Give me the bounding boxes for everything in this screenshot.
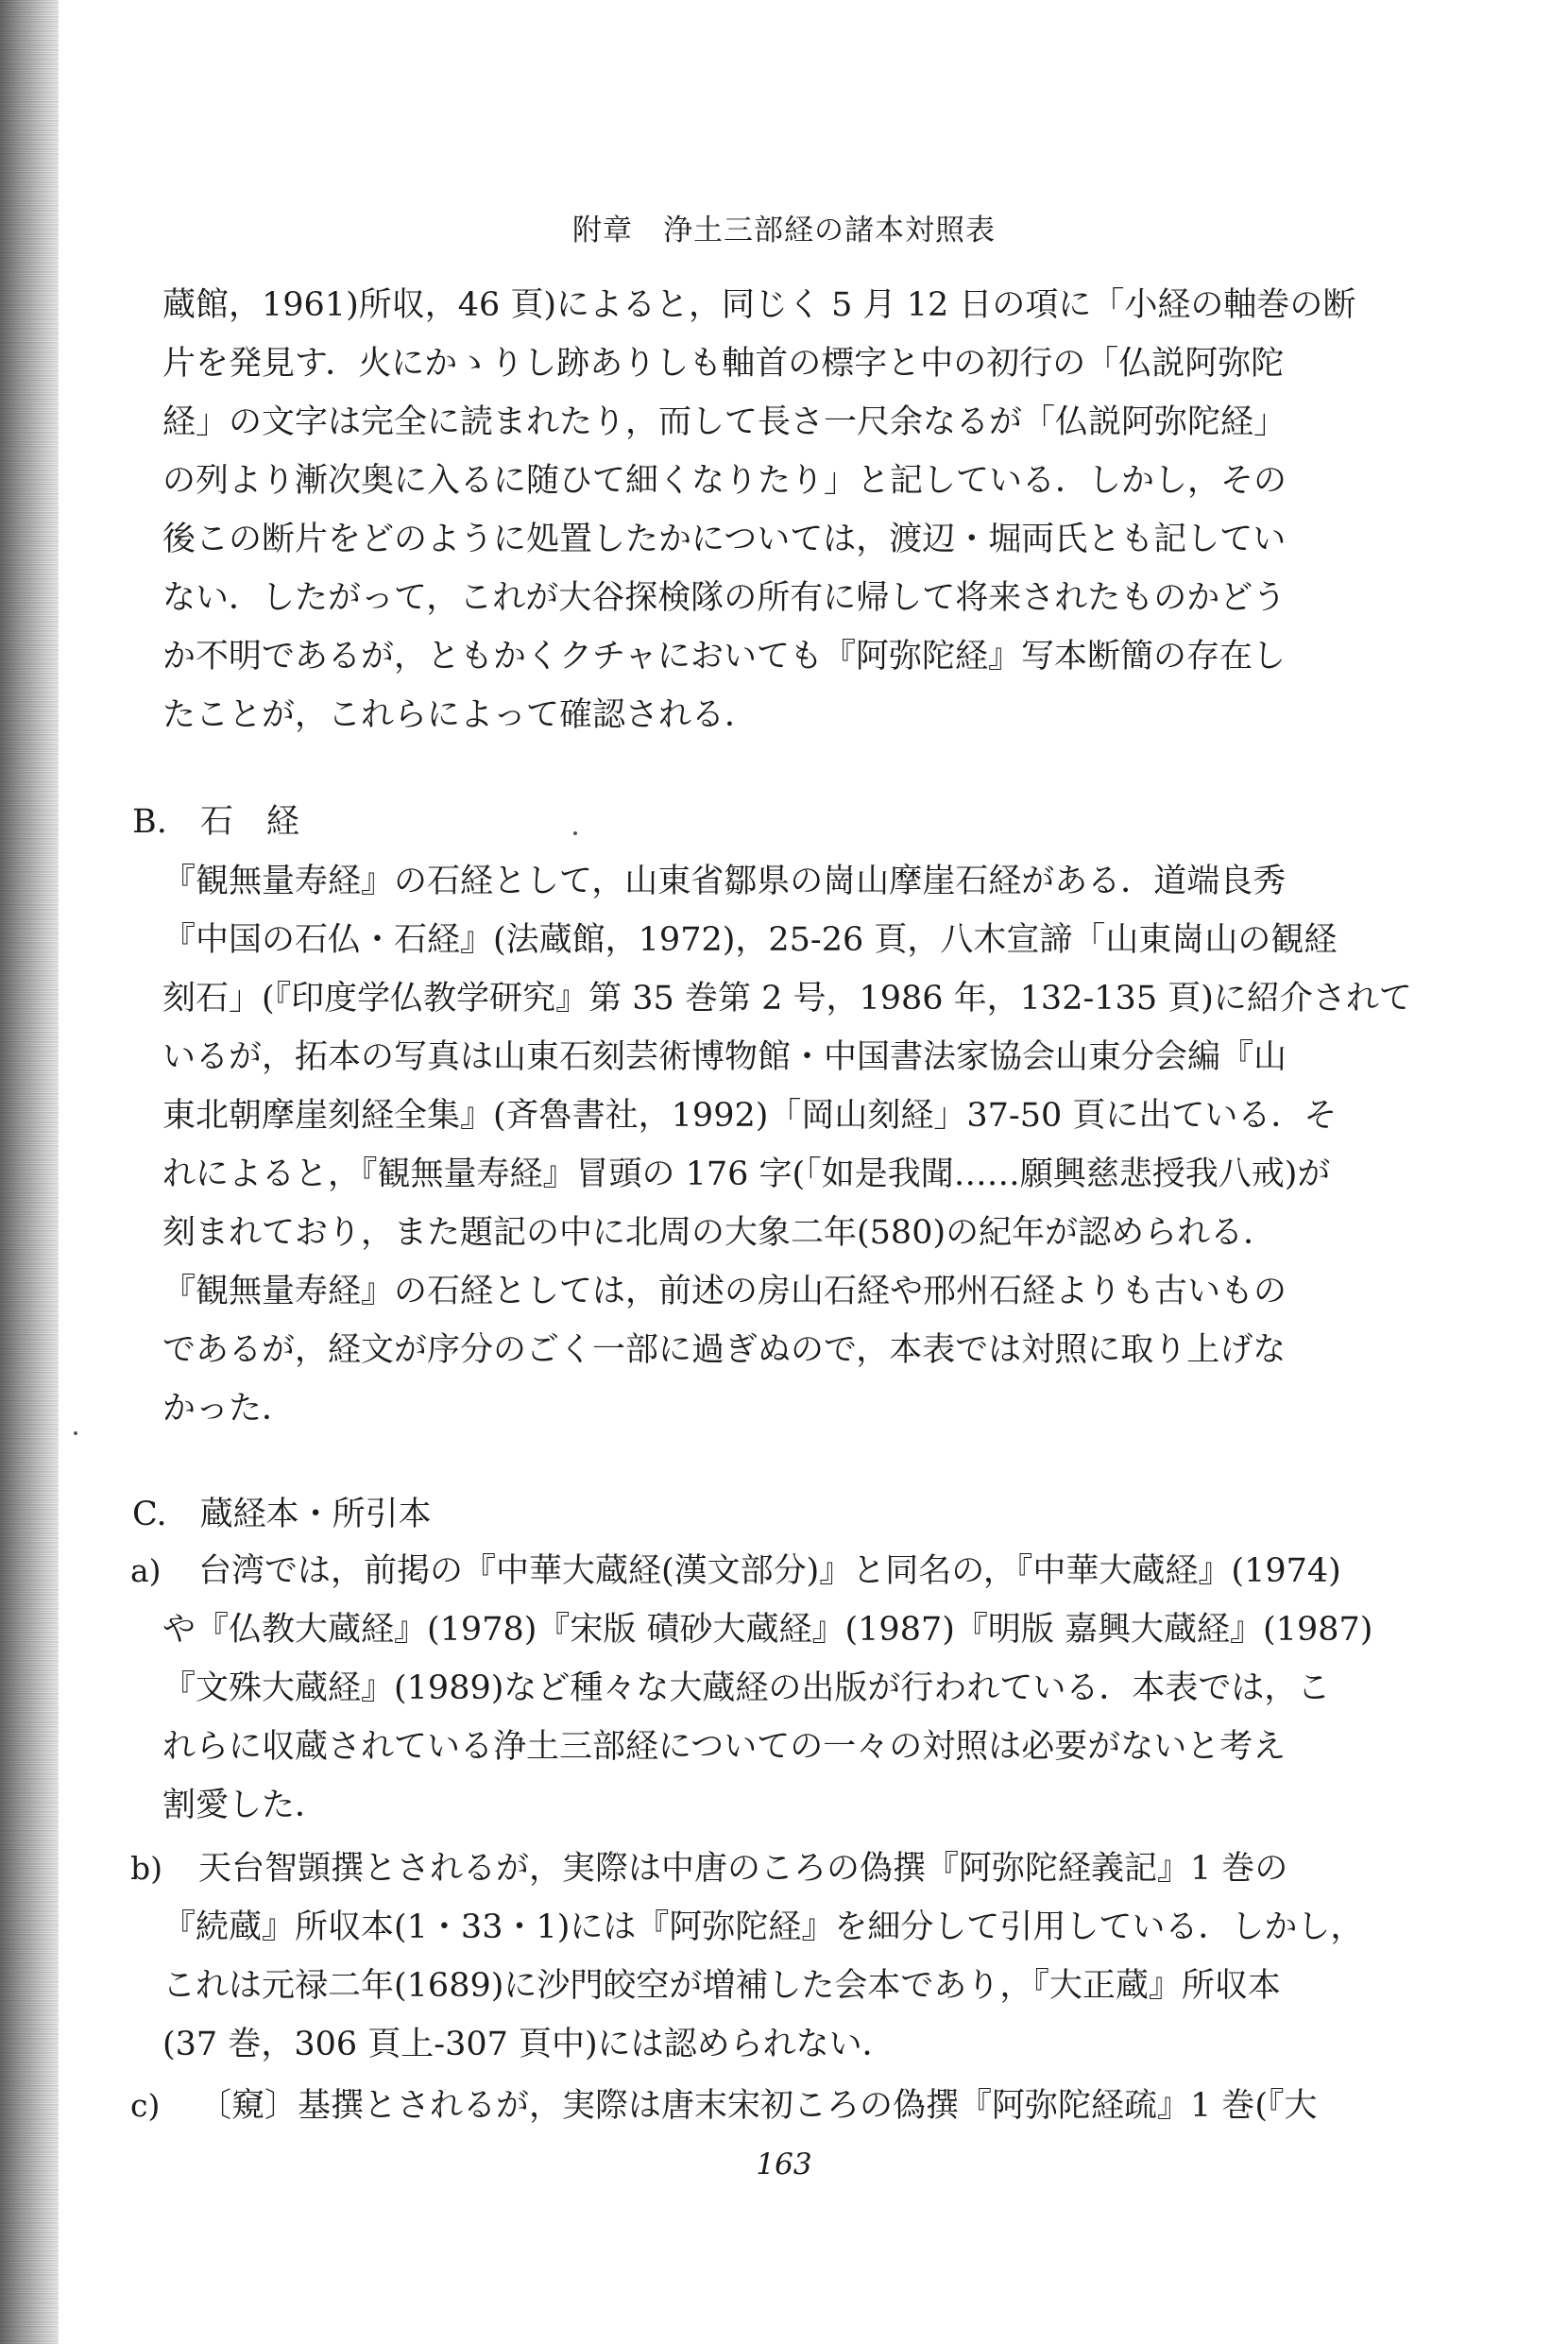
list-item-b — [130, 1839, 1387, 2074]
text-line: 台湾では，前掲の『中華大蔵経(漢文部分)』と同名の，『中華大蔵経』(1974) — [198, 1552, 1341, 1590]
scan-speck — [74, 1431, 77, 1435]
text-line: 蔵館，1961)所収，46 頁)によると，同じく 5 月 12 日の項に「小経の軸巻の断 — [162, 286, 1356, 324]
text-line: であるが，経文が序分のごく一部に過ぎぬので，本表では対照に取り上げな — [162, 1331, 1287, 1369]
text-line: 刻石」(『印度学仏教学研究』第 35 巻第 2 号，1986 年，132-135 頁)に紹介されて — [162, 980, 1412, 1018]
text-line: 天台智顗撰とされるが，実際は中唐のころの偽撰『阿弥陀経義記』1 巻の — [198, 1850, 1288, 1888]
text-line: 経」の文字は完全に読まれたり，而して長さ一尺余なるが「仏説阿弥陀経」 — [162, 403, 1287, 441]
text-line: 刻まれており，また題記の中に北周の大象二年(580)の紀年が認められる． — [162, 1214, 1277, 1252]
list-marker: a) — [130, 1552, 162, 1589]
list-marker: c) — [130, 2087, 161, 2124]
text-line: や『仏教大蔵経』(1978)『宋版 磧砂大蔵経』(1987)『明版 嘉興大蔵経』(1987) — [162, 1611, 1373, 1649]
text-line: いるが，拓本の写真は山東石刻芸術博物館・中国書法家協会山東分会編『山 — [162, 1038, 1287, 1076]
section-c-heading: C. 蔵経本・所引本 — [132, 1496, 432, 1533]
list-marker: b) — [130, 1850, 162, 1887]
text-line: これは元禄二年(1689)に沙門皎空が増補した会本であり，『大正蔵』所収本 — [162, 1967, 1281, 2005]
section-b-paragraph — [162, 852, 1412, 1438]
text-line: 『観無量寿経』の石経として，山東省鄒県の崗山摩崖石経がある．道端良秀 — [162, 863, 1287, 900]
running-head: 附章 浄土三部経の諸本対照表 — [572, 214, 996, 248]
text-line: 〔窺〕基撰とされるが，実際は唐末宋初ころの偽撰『阿弥陀経疏』1 巻(『大 — [198, 2087, 1318, 2125]
text-line: ない．したがって，これが大谷探検隊の所有に帰して将来されたものかどう — [162, 579, 1287, 617]
list-item-a — [130, 1542, 1387, 1835]
scan-speck — [573, 831, 577, 835]
text-line: 『文殊大蔵経』(1989)など種々な大蔵経の出版が行われている．本表では，こ — [162, 1669, 1331, 1707]
text-line: たことが，これらによって確認される． — [162, 696, 758, 734]
text-line: 『観無量寿経』の石経としては，前述の房山石経や邢州石経よりも古いもの — [162, 1273, 1287, 1310]
scan-shadow-edge — [0, 0, 59, 2344]
text-line: 片を発見す．火にかゝりし跡ありしも軸首の標字と中の初行の「仏説阿弥陀 — [162, 345, 1285, 383]
text-line: 『中国の石仏・石経』(法蔵館，1972)，25-26 頁，八木宣諦「山東崗山の観経 — [162, 921, 1338, 959]
page-number: 163 — [756, 2147, 812, 2181]
text-line: 後この断片をどのように処置したかについては，渡辺・堀両氏とも記してい — [162, 521, 1287, 558]
text-line: 『続蔵』所収本(1・33・1)には『阿弥陀経』を細分して引用している．しかし， — [162, 1908, 1364, 1946]
text-line: 東北朝摩崖刻経全集』(斉魯書社，1992)「岡山刻経」37-50 頁に出ている．そ — [162, 1097, 1338, 1135]
text-line: れによると，『観無量寿経』冒頭の 176 字(「如是我聞……願興慈悲授我八戒)が — [162, 1155, 1331, 1193]
text-line: (37 巻，306 頁上-307 頁中)には認められない． — [162, 2026, 895, 2063]
text-line: の列より漸次奥に入るに随ひて細くなりたり」と記している．しかし，その — [162, 462, 1287, 500]
text-line: かった． — [162, 1390, 296, 1428]
text-line: か不明であるが，ともかくクチャにおいても『阿弥陀経』写本断簡の存在し — [162, 638, 1286, 676]
section-b-heading: B. 石 経 — [132, 803, 299, 841]
text-line: 割愛した． — [162, 1787, 329, 1824]
continuation-paragraph — [162, 276, 1381, 744]
text-line: れらに収蔵されている浄土三部経についての一々の対照は必要がないと考え — [162, 1728, 1287, 1766]
list-item-c — [130, 2077, 1387, 2135]
